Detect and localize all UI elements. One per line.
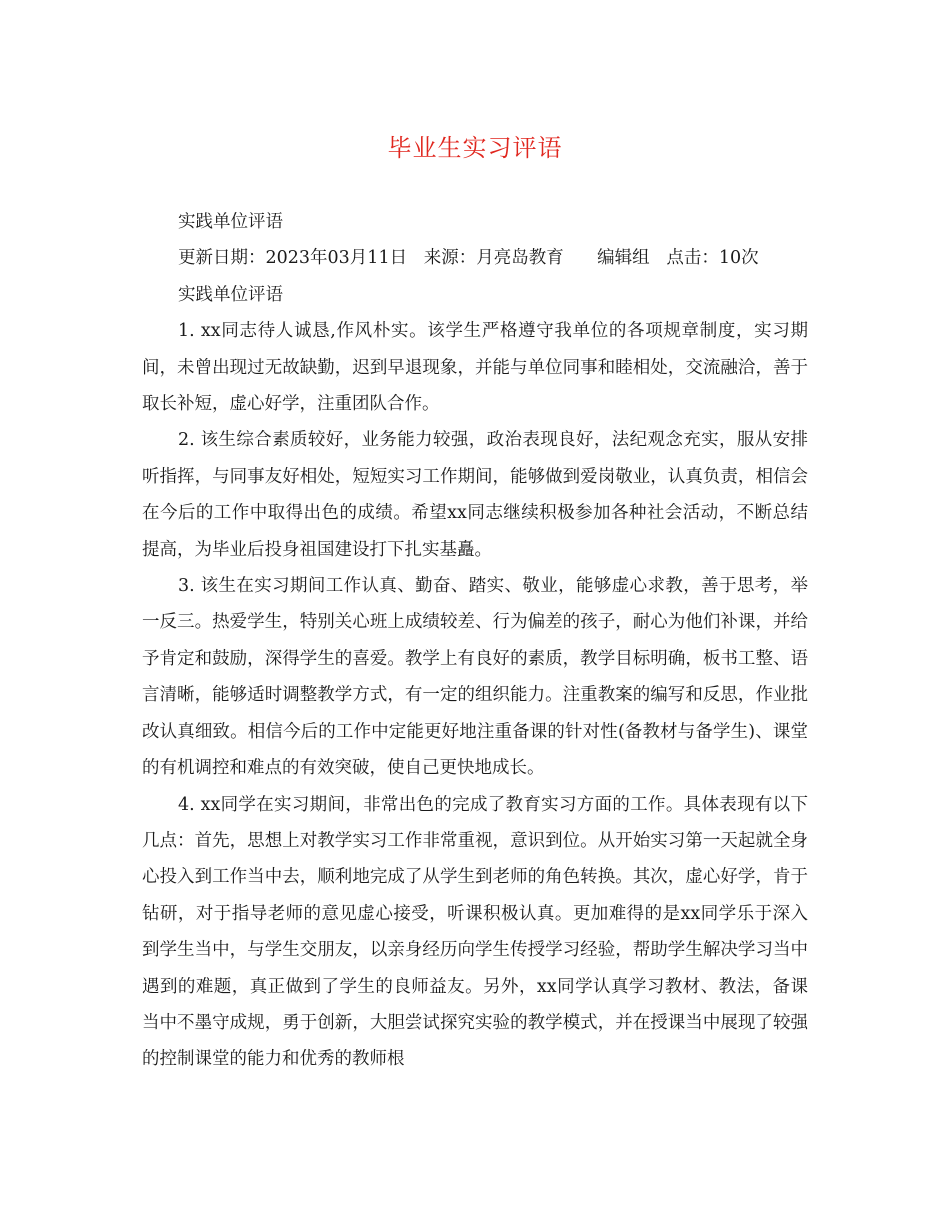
paragraph: 3. 该生在实习期间工作认真、勤奋、踏实、敬业，能够虚心求教，善于思考，举一反三。热爱学生，特别关心班上成绩较差、行为偏差的孩子，耐心为他们补课，并给予肯定和鼓励，深得学生的喜爱。教学上有良好的素质，教学目标明确，板书工整、语言清晰，能够适时调整教学方式，有一定的组织能力。注重教案的编写和反思，作业批改认真细致。相信今后的工作中定能更好地注重备课的针对性(备教材与备学生)、课堂的有机调控和难点的有效突破，使自己更快地成长。	[142, 576, 808, 779]
paragraph: 4. xx同学在实习期间，非常出色的完成了教育实习方面的工作。具体表现有以下几点：首先，思想上对教学实习工作非常重视，意识到位。从开始实习第一天起就全身心投入到工作当中去，顺利地完成了从学生到老师的角色转换。其次，虚心好学，肯于钻研，对于指导老师的意见虚心接受，听课积极认真。更加难得的是xx同学乐于深入到学生当中，与学生交朋友，以亲身经历向学生传授学习经验，帮助学生解决学习当中遇到的难题，真正做到了学生的良师益友。另外，xx同学认真学习教材、教法，备课当中不墨守成规，勇于创新，大胆尝试探究实验的教学模式，并在授课当中展现了较强的控制课堂的能力和优秀的教师根	[142, 794, 808, 1070]
editor-label: 编辑组	[597, 248, 650, 269]
update-date: 更新日期：2023年03月11日	[178, 248, 408, 269]
paragraph: 2. 该生综合素质较好，业务能力较强，政治表现良好，法纪观念充实，服从安排听指挥，与同事友好相处，短短实习工作期间，能够做到爱岗敬业，认真负责，相信会在今后的工作中取得出色的成绩。希望xx同志继续积极参加各种社会活动，不断总结提高，为毕业后投身祖国建设打下扎实基矗。	[142, 430, 808, 560]
subheading: 实践单位评语	[178, 284, 283, 305]
section-heading: 实践单位评语	[178, 212, 283, 232]
source-label: 来源：月亮岛教育	[423, 248, 564, 269]
click-count: 点击：10次	[666, 248, 759, 269]
paragraph: 1. xx同志待人诚恳,作风朴实。该学生严格遵守我单位的各项规章制度，实习期间，未曾出现过无故缺勤，迟到早退现象，并能与单位同事和睦相处，交流融洽，善于取长补短，虚心好学，注重团队合作。	[142, 321, 808, 415]
document-title: 毕业生实习评语	[387, 134, 563, 162]
document-body	[142, 204, 808, 1078]
meta-line	[142, 240, 808, 276]
